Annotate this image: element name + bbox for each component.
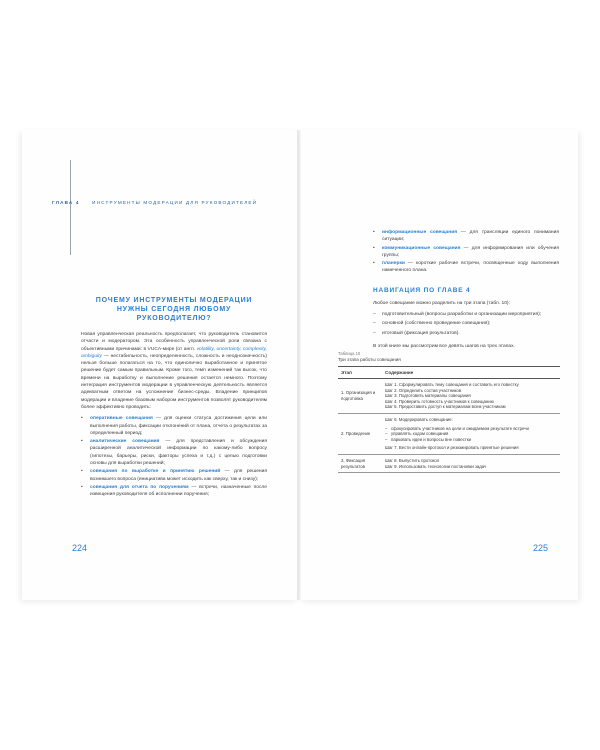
list-item-term: оперативные совещания [90, 416, 153, 422]
table-row [338, 413, 560, 454]
paragraph-part-2: — нестабильность, неопределенность, сложность и неоднозначность) нельзя больше полагаться на то, что единолично выработанное и принятое решение будет самым правильным. Кроме того, темп изменений так высок, что времени на выработку и выполнение решения остается немного. Поэтому интеграция инструментов модерации в управленческую деятельность является адекватным ответом на усложнение бизнес-среды. Владение принципов модерации и владение базовым набором инструментов позволят руководителям более эффективно проводить: [81, 353, 267, 410]
meeting-types-list [81, 415, 267, 498]
left-page-content [81, 296, 267, 500]
stages-table [338, 366, 560, 473]
step-text: Шаг 4. Проверить готовность участников к совещанию [385, 398, 494, 404]
section-title-line-1: ПОЧЕМУ ИНСТРУМЕНТЫ МОДЕРАЦИИ [95, 297, 253, 304]
step-text: Шаг 6. Модерировать совещание: [385, 416, 453, 422]
right-page-content [373, 229, 559, 354]
section-title-line-2: НУЖНЫ СЕГОДНЯ ЛЮБОМУ РУКОВОДИТЕЛЮ? [116, 306, 232, 322]
stages-intro: Любое совещание можно разделить на три этапа (табл. 10): [373, 300, 510, 306]
list-item-term: коммуникационные совещания [382, 245, 461, 251]
paragraph-part-1: Новая управленческая реальность предполагает, что руководитель становится отчасти и модератором. Эта особенность управленческой роли связана с объективными причинами: в VUCA-мире (от англ. [81, 332, 267, 352]
table-title: Три этапа работы совещания [338, 357, 401, 362]
list-item-term: совещания для отчета по поручениям [90, 484, 189, 490]
content-cell [382, 379, 560, 414]
list-item [81, 468, 267, 483]
meeting-types-list-continued [373, 229, 559, 275]
step-text: Шаг 7. Вести онлайн-протокол и резюмировать принятые решения [385, 445, 519, 451]
list-item: – подготовительный (вопросы разработки и организации мероприятия); [373, 311, 559, 318]
closing-sentence: В этой книге мы рассмотрим все девять шагов на трех этапах. [373, 343, 515, 349]
list-item [373, 229, 559, 244]
step-text: Шаг 8. Выпустить протокол [385, 457, 440, 463]
sub-step-text: – управлять ходом совещания [385, 431, 557, 437]
running-head-rule [70, 160, 71, 255]
chapter-title: ИНСТРУМЕНТЫ МОДЕРАЦИИ ДЛЯ РУКОВОДИТЕЛЕЙ [92, 200, 258, 205]
table-label: Таблица 10 [338, 351, 361, 356]
page-number-right: 225 [533, 543, 549, 553]
stage-cell: 1. Организация и подготовка [338, 379, 382, 414]
step-text: Шаг 5. Предоставить доступ к материалам всем участникам [385, 404, 506, 410]
list-item [373, 260, 559, 275]
list-item-term: планерки [382, 261, 405, 267]
running-head [52, 200, 257, 205]
right-page [300, 130, 578, 600]
list-item-text: — для трансляции единого понимания ситуации; [382, 230, 559, 243]
stage-cell: 3. Фиксация результатов [338, 454, 382, 472]
list-item-term: совещания по выработке и принятию решений [90, 469, 221, 475]
book-gutter [297, 130, 302, 600]
table-row [338, 379, 560, 414]
sub-step-text: – сфокусировать участников на цели и ожидаемом результате встречи [385, 426, 557, 432]
page-number-left: 224 [72, 543, 88, 553]
list-item-text: — для решения возникшего вопроса (инициатива может исходить как сверху, так и снизу); [90, 469, 267, 482]
list-item-text: — встречи, назначенные после извещения руководителя об исполнении поручения; [90, 484, 267, 498]
step-text: Шаг 1. Сформулировать тему совещания и составить его повестку [385, 382, 519, 387]
step-text: Шаг 9. Использовать технологии постановки задач [385, 463, 487, 469]
stage-cell: 2. Проведение [338, 413, 382, 454]
column-header-content: Содержание [382, 367, 560, 379]
sub-step-text: – парковать идеи и вопросы вне повестки [385, 437, 557, 443]
list-item-text: — для информирования или обучения группы; [382, 245, 559, 258]
navigation-heading: НАВИГАЦИЯ ПО ГЛАВЕ 4 [373, 286, 471, 294]
list-item [81, 484, 267, 499]
list-item-text: — для оценки статуса достижения цели или выполнения работы, фиксации отклонений от плана, отчета о результатах за определенный период; [90, 416, 267, 436]
content-cell [382, 413, 560, 454]
list-item: – основной (собственно проведение совещания); [373, 320, 559, 327]
chapter-label: ГЛАВА 4 [52, 200, 80, 205]
list-item [373, 245, 559, 260]
list-item-term: аналитические совещания [90, 439, 160, 445]
vuca-english-terms: volatility, uncertainty, complexity, ambiguity [81, 346, 267, 359]
column-header-stage: Этап [338, 367, 382, 379]
list-item-text: — короткие рабочие встречи, посвященные ходу выполнения намеченного плана. [382, 261, 559, 274]
list-item-term: информационные совещания [382, 230, 458, 235]
list-item-text: — для представления и обсуждения расширенной аналитической информации по какому-либо вопросу (гипотезы, барьеры, риски, факторы успеха и т.д.) с целью подготовки основы для выработки решений; [90, 439, 268, 467]
list-item [81, 438, 267, 467]
step-text: Шаг 3. Подготовить материалы совещания [385, 393, 471, 399]
table-row [338, 454, 560, 472]
table-header-row [338, 367, 560, 379]
step-text: Шаг 2. Определить состав участников [385, 387, 462, 393]
list-item [81, 415, 267, 437]
table-caption [338, 351, 558, 363]
section-title [81, 296, 267, 323]
content-cell [382, 454, 560, 472]
intro-paragraph [81, 331, 267, 411]
list-item: – итоговый (фиксация результатов). [373, 330, 559, 337]
stages-list [373, 311, 559, 337]
